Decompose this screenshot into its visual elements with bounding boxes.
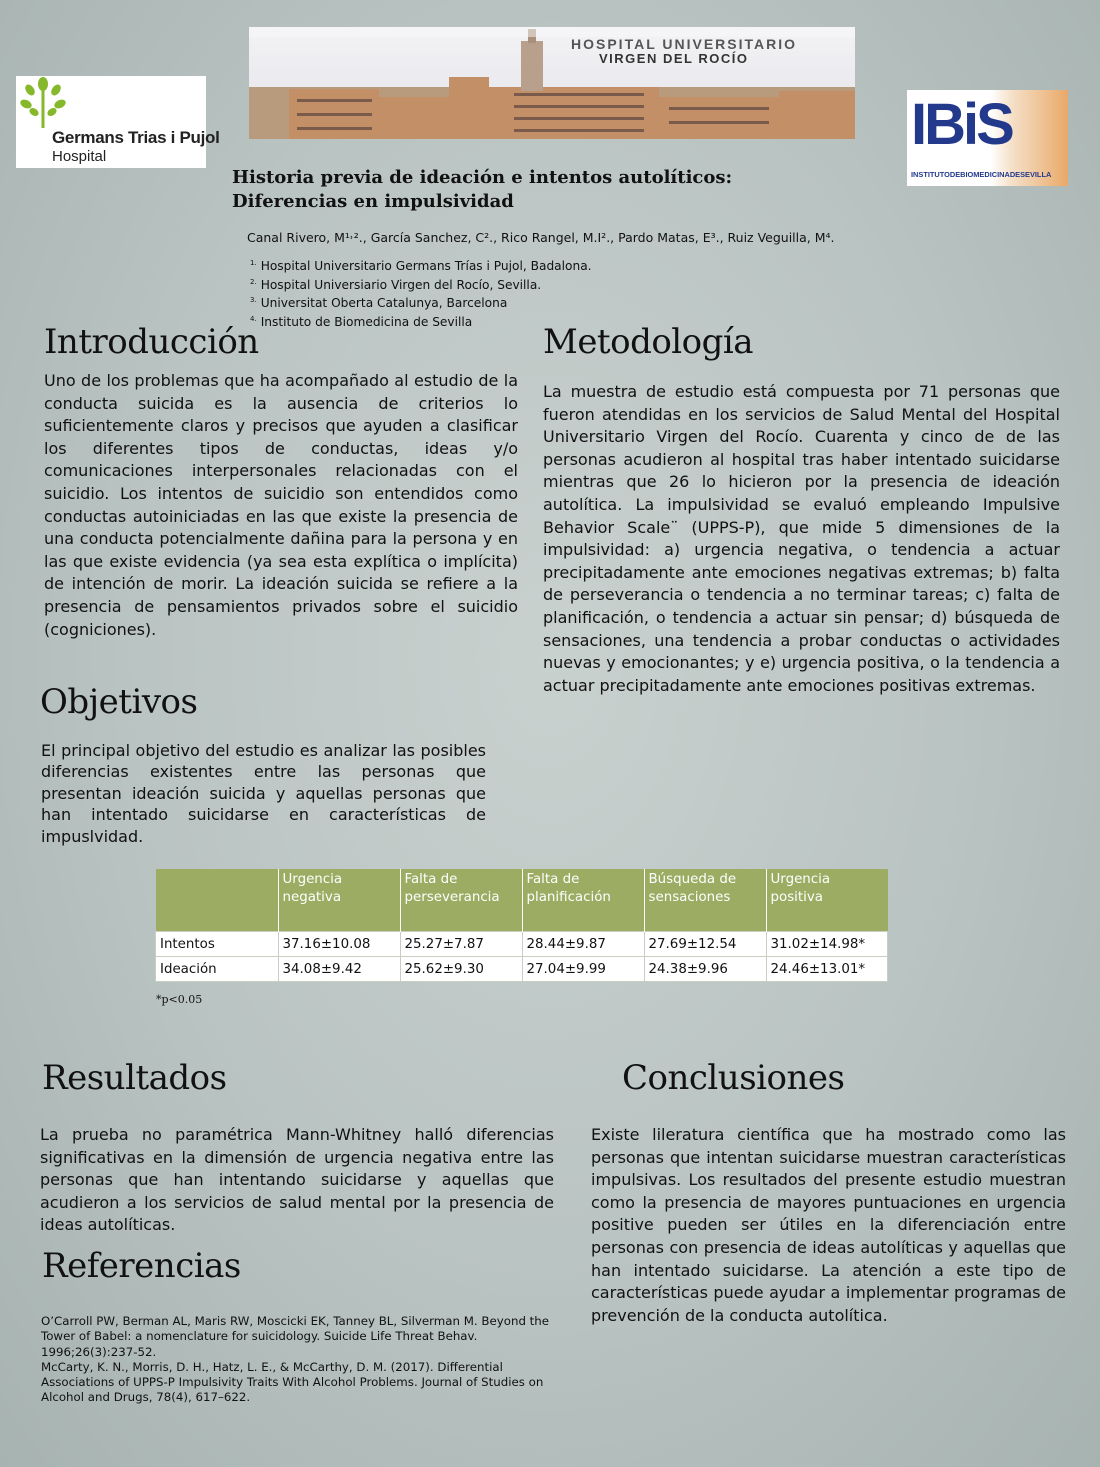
- hospital-banner-logo: [249, 27, 855, 139]
- table-cell: 31.02±14.98*: [766, 932, 888, 957]
- table-cell: Ideación: [156, 957, 279, 982]
- title-line2: Diferencias en impulsividad: [232, 191, 514, 212]
- affiliation-item: $^{2.}$ Hospital Universiario Virgen del Rocío, Sevilla.: [250, 277, 542, 292]
- table-cell: 25.27±7.87: [400, 932, 522, 957]
- introduccion-text: Uno de los problemas que ha acompañado al estudio de la conducta suicida es la ausencia de criterios lo suficientemente claros y precisos que ayuden a clasificar los diferentes tipos de conductas, ideas y/o comunicaciones interpersonales relacionadas con el suicidio. Los intentos de suicidio son entendidos como conductas autoiniciadas en las que existe la presencia de una conducta potencialmente dañina para la persona y en las que existe evidencia (ya sea esta explítica o implícita) de intención de morir. La ideación suicida se refiere a la presencia de pensamientos privados sobre el suicidio (cogniciones).: [44, 371, 518, 639]
- table-header-cell: Urgencia positiva: [766, 869, 888, 932]
- affiliation-item: $^{1.}$ Hospital Universitario Germans Trías i Pujol, Badalona.: [250, 259, 592, 274]
- metodologia-heading: Metodología: [543, 322, 754, 362]
- resultados-text: La prueba no paramétrica Mann-Whitney halló diferencias significativas en la dimensión de urgencia negativa entre las personas que han intentando suicidarse y aquellas que acudieron a los servicios de salud mental por la presencia de ideas autolíticas.: [40, 1125, 554, 1235]
- results-table: [155, 869, 888, 982]
- tree-icon: [18, 76, 68, 128]
- affiliation-item: $^{4.}$ Instituto de Biomedicina de Sevilla: [250, 314, 473, 329]
- logo-subtitle: Hospital: [52, 148, 107, 165]
- ibis-logo-mark: IBiS: [911, 92, 1012, 157]
- referencias-heading: Referencias: [42, 1246, 241, 1286]
- ibis-logo-subtitle: INSTITUTODEBIOMEDICINADESEVILLA: [911, 170, 1052, 179]
- table-header-cell: Búsqueda de sensaciones: [644, 869, 766, 932]
- table-footnote: *p<0.05: [156, 993, 203, 1006]
- table-cell: 37.16±10.08: [278, 932, 400, 957]
- table-header-cell: Falta de planificación: [522, 869, 644, 932]
- table-row: [156, 957, 888, 982]
- title-line1: Historia previa de ideación e intentos autolíticos:: [232, 167, 733, 188]
- references-list: [41, 1314, 557, 1406]
- table-cell: 24.46±13.01*: [766, 957, 888, 982]
- table-cell: 27.04±9.99: [522, 957, 644, 982]
- ibis-logo: [907, 90, 1068, 186]
- resultados-heading: Resultados: [42, 1058, 227, 1098]
- reference-item: McCarty, K. N., Morris, D. H., Hatz, L. E., & McCarthy, D. M. (2017). Differential Associations of UPPS-P Impulsivity Traits With Alcohol Problems. Journal of Studies on Alcohol and Drugs, 78(4), 617–622.: [41, 1359, 544, 1405]
- conclusiones-heading: Conclusiones: [622, 1058, 845, 1098]
- banner-line2: VIRGEN DEL ROCÍO: [599, 51, 749, 66]
- table-header-cell: [156, 869, 279, 932]
- affiliations: [250, 256, 592, 330]
- table-header-row: [156, 869, 888, 932]
- logo-name: Germans Trias i Pujol: [52, 128, 220, 147]
- affiliation-item: $^{3.}$ Universitat Oberta Catalunya, Barcelona: [250, 296, 508, 311]
- table-header-cell: Falta de perseverancia: [400, 869, 522, 932]
- objetivos-heading: Objetivos: [40, 682, 198, 722]
- table-cell: 28.44±9.87: [522, 932, 644, 957]
- table-header-cell: Urgencia negativa: [278, 869, 400, 932]
- table-cell: 25.62±9.30: [400, 957, 522, 982]
- objetivos-text: El principal objetivo del estudio es analizar las posibles diferencias existentes entre las personas que presentan ideación suicida y aquellas personas que han intentado suicidarse en características de impuslvidad.: [41, 741, 486, 846]
- table-row: [156, 932, 888, 957]
- conclusiones-text: Existe lileratura científica que ha mostrado como las personas que intentan suicidarse muestran características impulsivas. Los resultados del presente estudio muestran como la presencia de mayores puntuaciones en urgencia positive pueden ser útiles en la diferenciación entre personas con presencia de ideas autolíticas y aquellas que han intentado suicidarse. La atención a este tipo de características puede ayudar a implementar programas de prevención de la conducta autolítica.: [591, 1125, 1066, 1325]
- metodologia-text: La muestra de estudio está compuesta por 71 personas que fueron atendidas en los servicios de Salud Mental del Hospital Universitario Virgen del Rocío. Cuarenta y cinco de de las personas acudieron al hospital tras haber intentado suicidarse mientras que 26 lo hicieron por la presencia de ideación autolítica. La impulsividad se evaluó empleando Impulsive Behavior Scale¨ (UPPS-P), que mide 5 dimensiones de la impulsividad: a) urgencia negativa, o tendencia a actuar precipitadamente ante emociones negativas extremas; b) falta de perseverancia o tendencia a no terminar tareas; c) falta de planificación, o tendencia a actuar sin pensar; d) búsqueda de sensaciones, una tendencia a probar conductas o actividades nuevas y emocionantes; y e) urgencia positiva, o la tendencia a actuar precipitadamente ante emociones positivas extremas.: [543, 382, 1060, 695]
- table-cell: 34.08±9.42: [278, 957, 400, 982]
- table-cell: Intentos: [156, 932, 279, 957]
- poster-title: [232, 166, 792, 214]
- table-cell: 24.38±9.96: [644, 957, 766, 982]
- reference-item: O’Carroll PW, Berman AL, Maris RW, Moscicki EK, Tanney BL, Silverman M. Beyond the Tower of Babel: a nomenclature for suicidology. Suicide Life Threat Behav. 1996;26(3):237-52.: [41, 1314, 550, 1359]
- introduccion-heading: Introducción: [44, 322, 259, 362]
- authors: Canal Rivero, M¹˒²., García Sanchez, C²., Rico Rangel, M.I²., Pardo Matas, E³., Ruiz Veguilla, M⁴.: [247, 230, 835, 245]
- germans-trias-logo: [16, 76, 220, 168]
- table-cell: 27.69±12.54: [644, 932, 766, 957]
- banner-line1: HOSPITAL UNIVERSITARIO: [571, 36, 798, 52]
